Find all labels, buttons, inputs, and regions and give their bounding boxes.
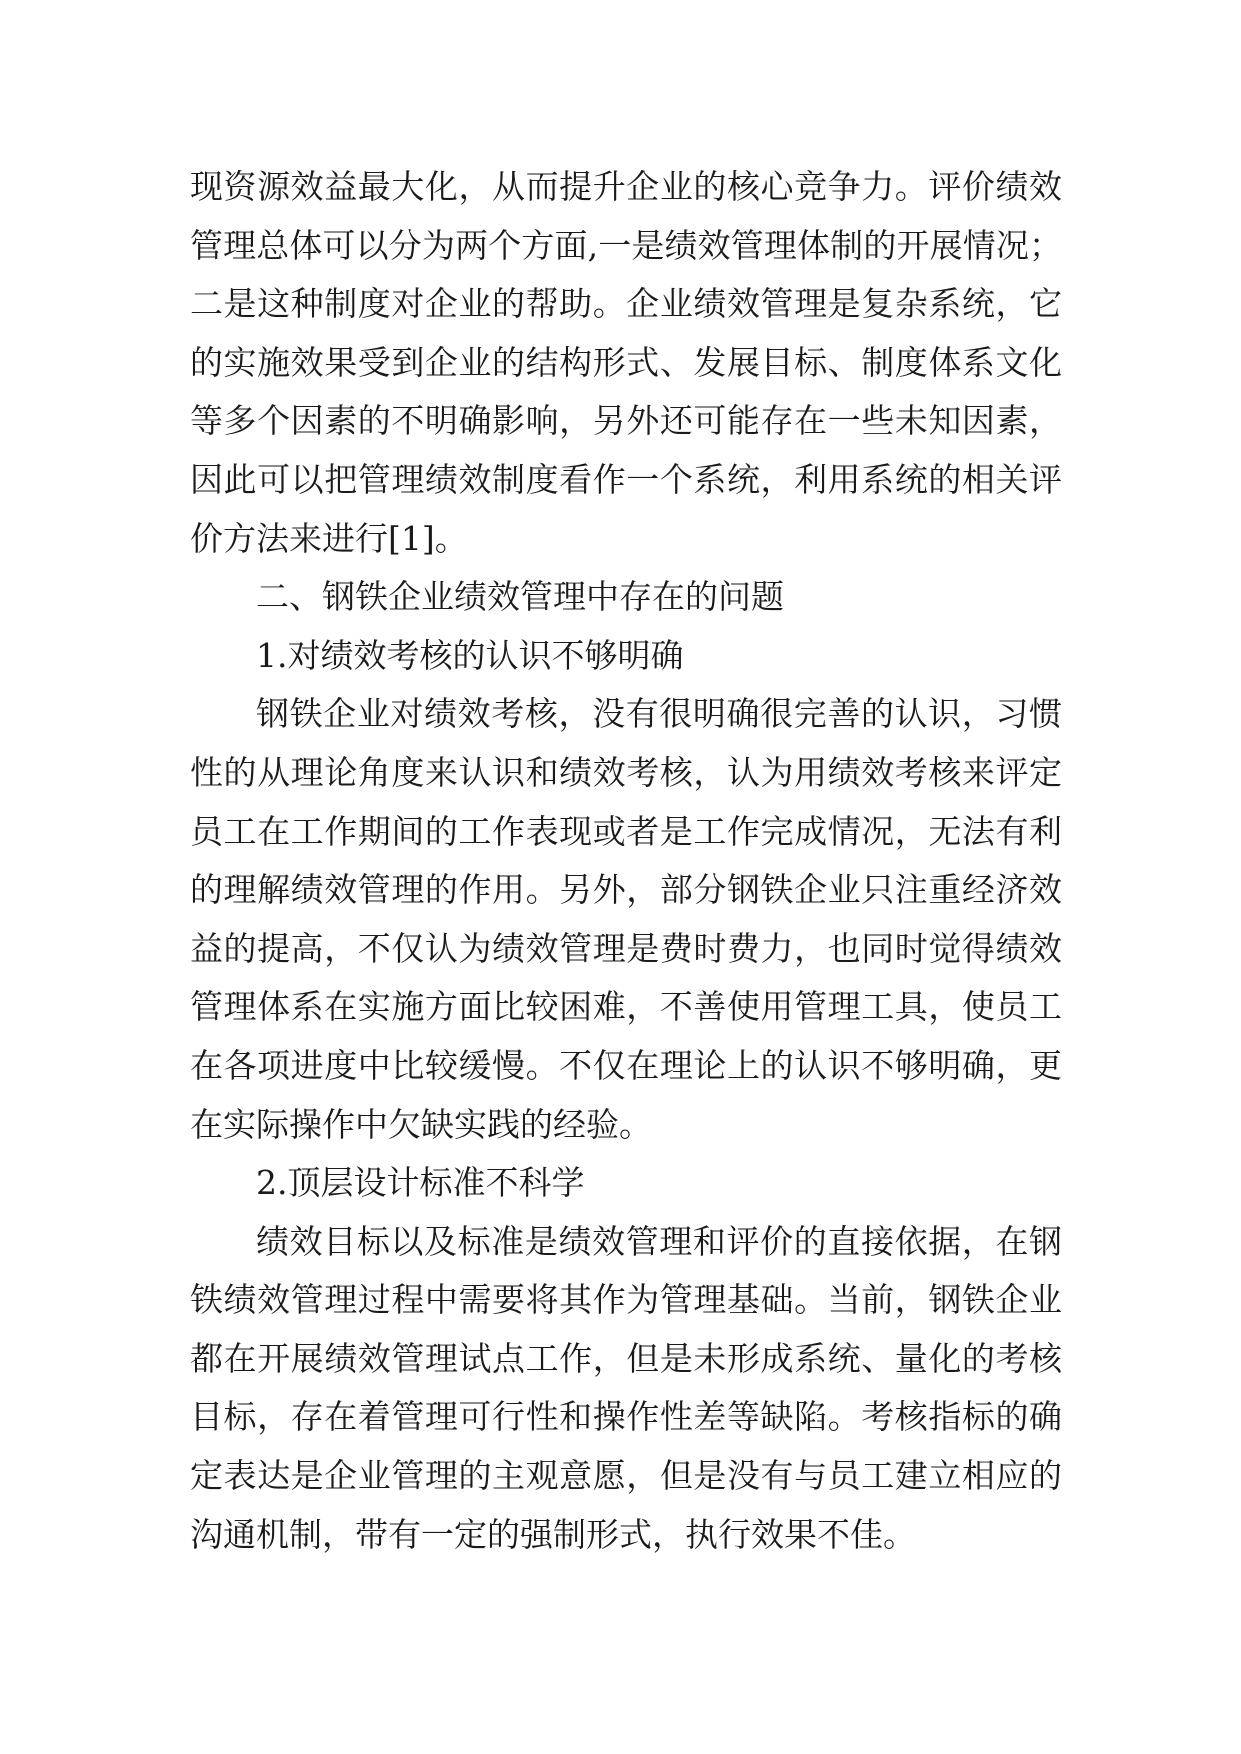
text-line: 的理解绩效管理的作用。另外，部分钢铁企业只注重经济效 [190, 870, 1062, 910]
text-line: 在实际操作中欠缺实践的经验。 [190, 1104, 652, 1144]
section-heading [190, 1154, 1062, 1213]
text-line: 二是这种制度对企业的帮助。企业绩效管理是复杂系统，它 [190, 284, 1062, 324]
text-line: 等多个因素的不明确影响，另外还可能存在一些未知因素， [190, 401, 1062, 441]
text-line: 因此可以把管理绩效制度看作一个系统，利用系统的相关评 [190, 459, 1062, 499]
text-line: 益的提高，不仅认为绩效管理是费时费力，也同时觉得绩效 [190, 928, 1062, 968]
body-paragraph [190, 1213, 1062, 1565]
text-line: 的实施效果受到企业的结构形式、发展目标、制度体系文化 [190, 342, 1062, 382]
text-line: 绩效目标以及标准是绩效管理和评价的直接依据，在钢 [256, 1221, 1062, 1261]
section-heading [190, 627, 1062, 686]
body-paragraph [190, 685, 1062, 1154]
text-line: 价方法来进行[1]。 [190, 518, 468, 558]
text-line: 钢铁企业对绩效考核，没有很明确很完善的认识，习惯 [256, 694, 1062, 734]
text-line: 定表达是企业管理的主观意愿，但是没有与员工建立相应的 [190, 1456, 1062, 1496]
text-line: 目标，存在着管理可行性和操作性差等缺陷。考核指标的确 [190, 1397, 1062, 1437]
text-line: 员工在工作期间的工作表现或者是工作完成情况，无法有利 [190, 811, 1062, 851]
text-line: 铁绩效管理过程中需要将其作为管理基础。当前，钢铁企业 [190, 1280, 1062, 1320]
text-line: 二、钢铁企业绩效管理中存在的问题 [256, 577, 784, 617]
text-line: 2.顶层设计标准不科学 [256, 1163, 585, 1203]
text-line: 都在开展绩效管理试点工作，但是未形成系统、量化的考核 [190, 1338, 1062, 1378]
text-line: 在各项进度中比较缓慢。不仅在理论上的认识不够明确，更 [190, 1045, 1062, 1085]
body-paragraph [190, 158, 1062, 568]
text-line: 沟通机制，带有一定的强制形式，执行效果不佳。 [190, 1514, 916, 1554]
text-line: 现资源效益最大化，从而提升企业的核心竞争力。评价绩效 [190, 167, 1062, 206]
text-line: 管理体系在实施方面比较困难，不善使用管理工具，使员工 [190, 987, 1062, 1027]
text-line: 性的从理论角度来认识和绩效考核，认为用绩效考核来评定 [190, 752, 1062, 792]
section-heading [190, 568, 1062, 627]
document-body [190, 158, 1062, 1564]
text-line: 1.对绩效考核的认识不够明确 [256, 635, 684, 675]
text-line: 管理总体可以分为两个方面,一是绩效管理体制的开展情况； [190, 225, 1062, 265]
